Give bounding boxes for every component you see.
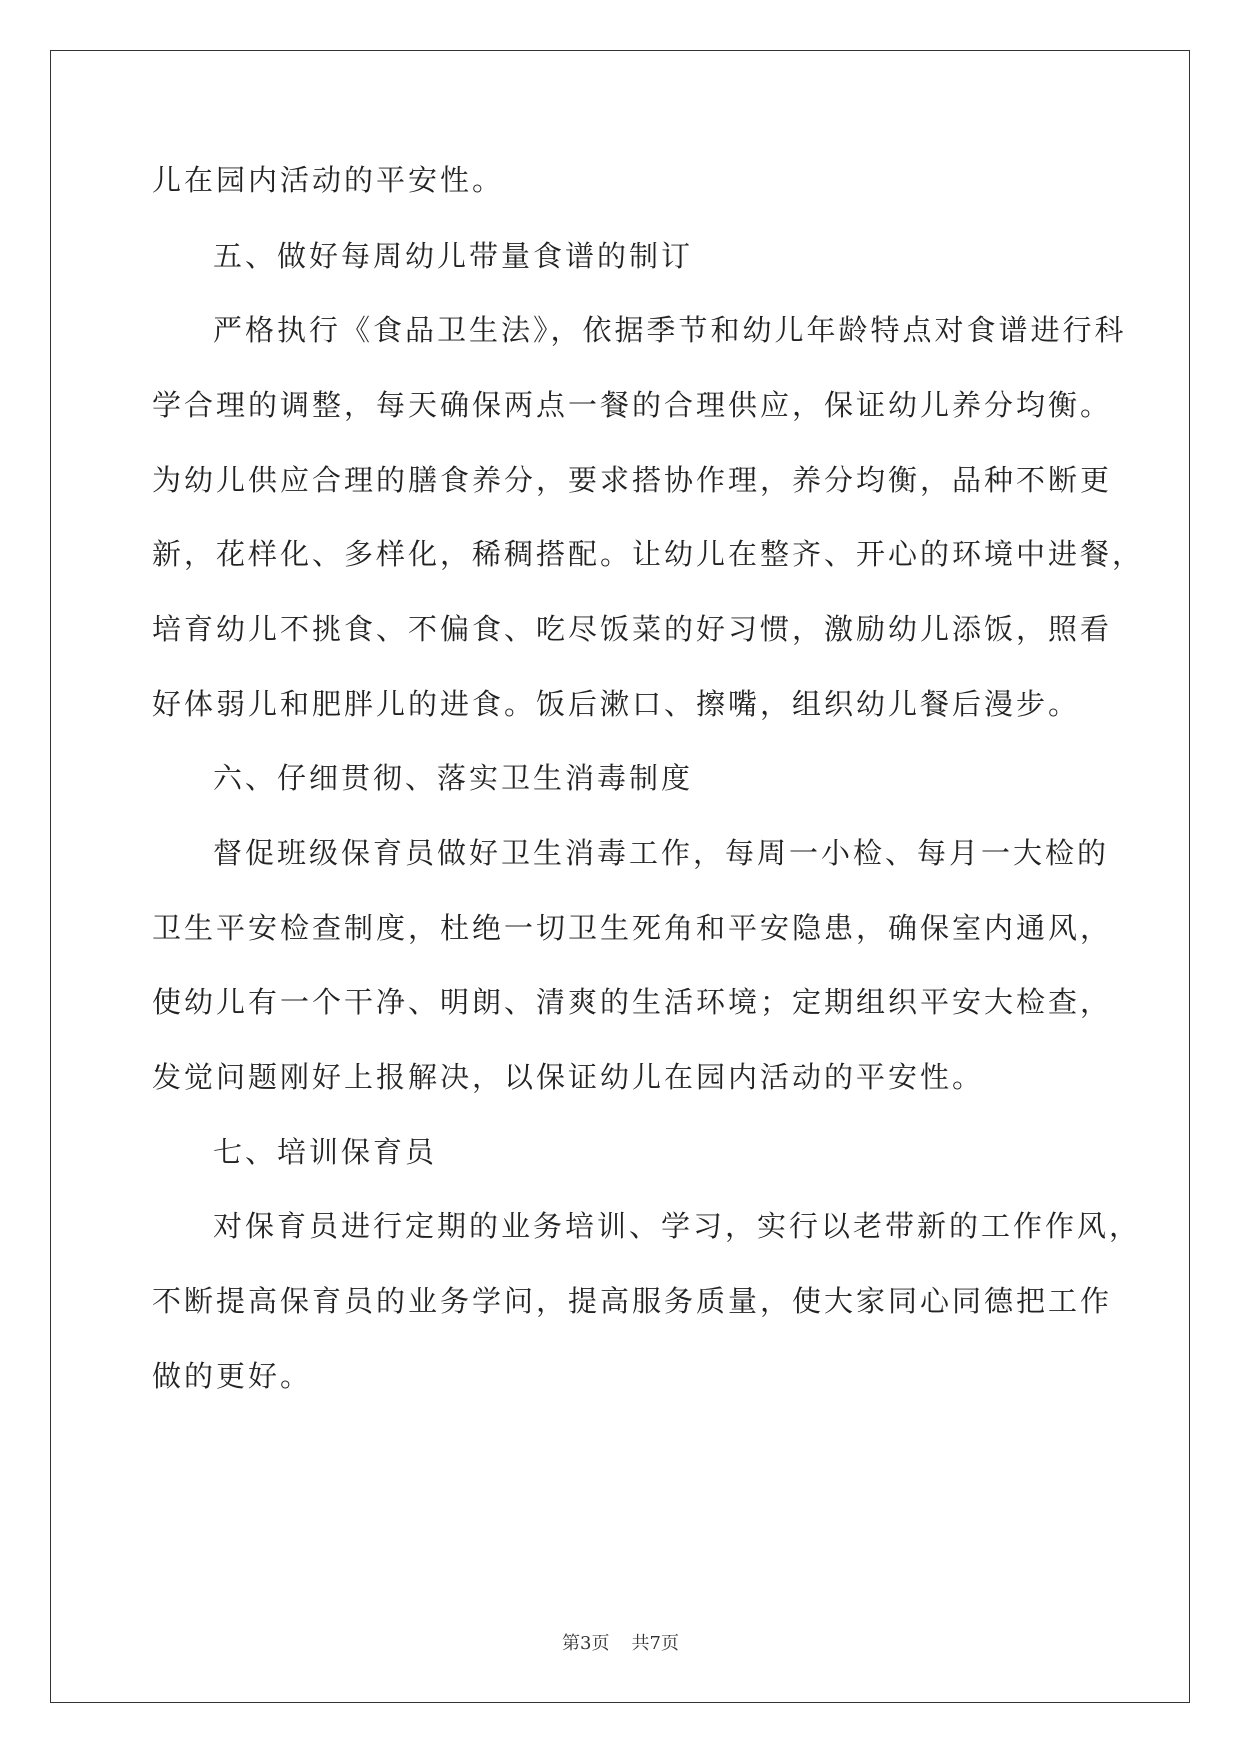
- section-heading-7: 七、培训保育员: [213, 1135, 438, 1169]
- text-line: 儿在园内活动的平安性。: [152, 163, 505, 197]
- text-line: 发觉问题刚好上报解决，以保证幼儿在园内活动的平安性。: [152, 1060, 985, 1094]
- text-line: 做的更好。: [152, 1359, 313, 1393]
- text-line: 督促班级保育员做好卫生消毒工作，每周一小检、每月一大检的: [213, 836, 1110, 870]
- text-line: 好体弱儿和肥胖儿的进食。饭后漱口、擦嘴，组织幼儿餐后漫步。: [152, 687, 1081, 721]
- text-line: 对保育员进行定期的业务培训、学习，实行以老带新的工作作风，: [213, 1209, 1142, 1243]
- page-number: 第3页: [562, 1633, 610, 1654]
- section-heading-6: 六、仔细贯彻、落实卫生消毒制度: [213, 761, 694, 795]
- section-heading-5: 五、做好每周幼儿带量食谱的制订: [213, 239, 694, 273]
- text-line: 培育幼儿不挑食、不偏食、吃尽饭菜的好习惯，激励幼儿添饭，照看: [152, 612, 1113, 646]
- text-line: 严格执行《食品卫生法》，依据季节和幼儿年龄特点对食谱进行科: [213, 313, 1127, 347]
- text-line: 新，花样化、多样化，稀稠搭配。让幼儿在整齐、开心的环境中进餐，: [152, 537, 1145, 571]
- page-total: 共7页: [631, 1633, 679, 1654]
- text-line: 为幼儿供应合理的膳食养分，要求搭协作理，养分均衡，品种不断更: [152, 463, 1113, 497]
- text-line: 卫生平安检查制度，杜绝一切卫生死角和平安隐患，确保室内通风，: [152, 911, 1113, 945]
- text-line: 使幼儿有一个干净、明朗、清爽的生活环境；定期组织平安大检查，: [152, 985, 1113, 1019]
- page-border: [50, 50, 1190, 1703]
- page-footer: [0, 1629, 1241, 1655]
- text-line: 学合理的调整，每天确保两点一餐的合理供应，保证幼儿养分均衡。: [152, 388, 1113, 422]
- text-line: 不断提高保育员的业务学问，提高服务质量，使大家同心同德把工作: [152, 1284, 1113, 1318]
